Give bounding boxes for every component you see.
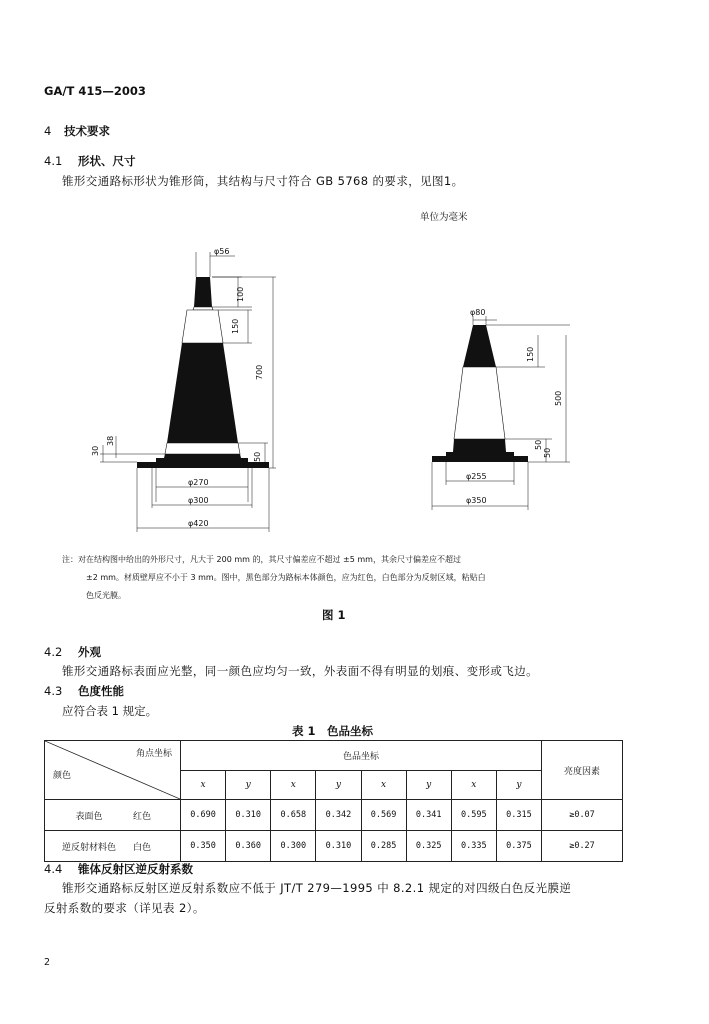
dim-right-d80: φ80 [470, 308, 486, 317]
axis-y3: y [406, 770, 451, 800]
right-cone [432, 316, 570, 510]
cell-luminance: ≥0.07 [542, 800, 623, 831]
row-color: 白色 [133, 842, 152, 853]
dim-right-d350: φ350 [466, 496, 487, 505]
table-row [45, 800, 623, 831]
dim-right-h50b: 50 [543, 447, 552, 458]
section-4-1-body: 锥形交通路标形状为锥形筒，其结构与尺寸符合 GB 5768 的要求，见图1。 [62, 174, 464, 188]
section-4-4-title: 锥体反射区逆反射系数 [78, 862, 193, 876]
axis-y1: y [226, 770, 271, 800]
axis-x2: x [271, 770, 316, 800]
table-1-group-header: 色品坐标 [181, 741, 542, 771]
cell-value: 0.315 [496, 800, 541, 831]
dim-right-h150: 150 [526, 346, 535, 362]
section-4-4-body-line-2: 反射系数的要求（详见表 2）。 [44, 901, 205, 915]
cell-value: 0.350 [181, 831, 226, 862]
section-4-3-title: 色度性能 [78, 684, 124, 698]
figure-caption: 图 1 [322, 608, 346, 622]
page-number: 2 [44, 957, 51, 968]
cell-luminance: ≥0.27 [542, 831, 623, 862]
dim-left-h700: 700 [255, 364, 264, 380]
cell-value: 0.595 [451, 800, 496, 831]
axis-y2: y [316, 770, 361, 800]
section-4-3-body: 应符合表 1 规定。 [62, 704, 158, 718]
section-4-number: 4 [44, 124, 52, 138]
dim-left-h100: 100 [236, 286, 245, 302]
dim-left-d56: φ56 [214, 247, 230, 256]
left-cone [100, 252, 276, 532]
row-name: 表面色 [75, 811, 103, 822]
table-1-corner-bottom: 颜色 [53, 771, 72, 781]
table-1-corner-cell [45, 741, 181, 800]
table-1 [44, 740, 623, 862]
table-row [45, 831, 623, 862]
table-1-luminance-header: 亮度因素 [542, 741, 623, 800]
cell-value: 0.310 [316, 831, 361, 862]
section-4-2-body: 锥形交通路标表面应光整，同一颜色应均匀一致，外表面不得有明显的划痕、变形或飞边。 [62, 664, 538, 678]
cell-value: 0.375 [496, 831, 541, 862]
figure-note-line-1: 注：对在结构图中给出的外形尺寸，凡大于 200 mm 的，其尺寸偏差应不超过 ±5 mm，其余尺寸偏差应不超过 [62, 555, 461, 564]
dim-left-h150: 150 [231, 318, 240, 334]
axis-x4: x [451, 770, 496, 800]
section-4-2-title: 外观 [78, 645, 101, 659]
dim-left-d420: φ420 [188, 519, 209, 528]
cell-value: 0.341 [406, 800, 451, 831]
dim-left-d300: φ300 [188, 496, 209, 505]
figure-note-line-2: ±2 mm。材质壁厚应不小于 3 mm。图中，黑色部分为路标本体颜色，应为红色，白色部分为反射区域，粘贴白 [86, 573, 486, 582]
row-name-cell [45, 800, 181, 831]
section-4-4-number: 4.4 [44, 862, 63, 876]
axis-x3: x [361, 770, 406, 800]
axis-y4: y [496, 770, 541, 800]
axis-x1: x [181, 770, 226, 800]
cell-value: 0.335 [451, 831, 496, 862]
row-color: 红色 [133, 811, 152, 822]
cell-value: 0.342 [316, 800, 361, 831]
dim-left-h30: 30 [91, 445, 100, 456]
row-name: 逆反射材料色 [61, 842, 116, 853]
dim-right-h50a: 50 [534, 439, 543, 450]
section-4-title: 技术要求 [64, 124, 110, 138]
dim-right-h500: 500 [554, 390, 563, 406]
dim-left-h38: 38 [106, 435, 115, 446]
cell-value: 0.310 [226, 800, 271, 831]
cell-value: 0.285 [361, 831, 406, 862]
table-1-title: 表 1 色品坐标 [292, 724, 374, 738]
cell-value: 0.300 [271, 831, 316, 862]
figure-note-line-3: 色反光膜。 [86, 591, 126, 600]
doc-id: GA/T 415—2003 [44, 84, 146, 98]
cell-value: 0.569 [361, 800, 406, 831]
figure-unit-note: 单位为毫米 [420, 212, 468, 223]
section-4-2-number: 4.2 [44, 645, 63, 659]
cell-value: 0.325 [406, 831, 451, 862]
dim-right-d255: φ255 [466, 472, 487, 481]
section-4-1-number: 4.1 [44, 154, 63, 168]
section-4-4-body-line-1: 锥形交通路标反射区逆反射系数应不低于 JT/T 279—1995 中 8.2.1 规定的对四级白色反光膜逆 [62, 881, 572, 895]
table-1-corner-top: 角点坐标 [135, 749, 172, 759]
row-name-cell [45, 831, 181, 862]
section-4-3-number: 4.3 [44, 684, 63, 698]
section-4-1-title: 形状、尺寸 [78, 154, 136, 168]
figure-1-drawing [0, 240, 709, 540]
cell-value: 0.360 [226, 831, 271, 862]
dim-left-d270: φ270 [188, 478, 209, 487]
cell-value: 0.690 [181, 800, 226, 831]
dim-left-h50: 50 [253, 451, 262, 462]
cell-value: 0.658 [271, 800, 316, 831]
